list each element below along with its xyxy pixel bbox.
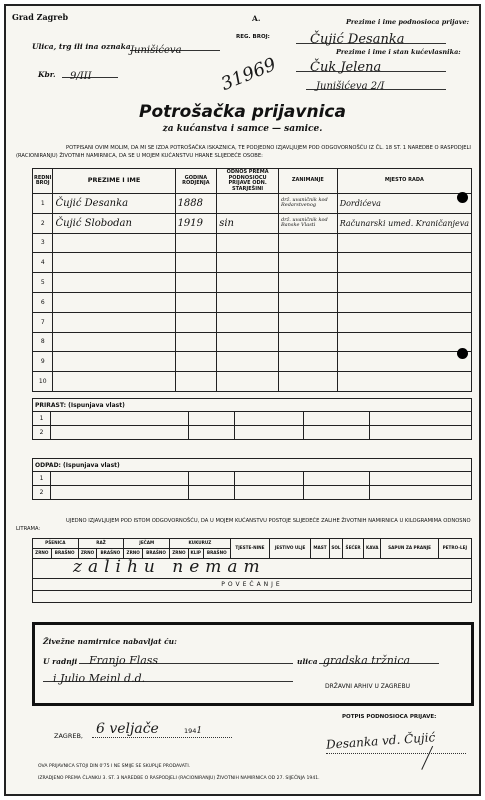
person-row xyxy=(33,352,472,372)
th-occupation: ZANIMANJE xyxy=(279,169,338,194)
shop1-value: Franjo Flass xyxy=(89,654,159,667)
supplies-handwritten: zalihu nemam xyxy=(73,557,266,577)
kbr-label: Kbr. xyxy=(38,70,56,79)
footer-place: ZAGREB, xyxy=(54,732,83,740)
punch-hole-top xyxy=(457,192,468,203)
purchase-heading: Živežne namirnice nabavljat ću: xyxy=(43,637,177,646)
prirast-row-2: 2 xyxy=(33,426,51,440)
group-raz: RAŽ xyxy=(78,539,124,549)
stamp-number: 31969 xyxy=(218,54,280,95)
street-field xyxy=(130,38,220,56)
person-row xyxy=(33,194,472,214)
person-row xyxy=(33,312,472,332)
odpad-row-2: 2 xyxy=(33,486,51,500)
row-num: 1 xyxy=(33,194,53,214)
th-workplace: MJESTO RADA xyxy=(337,169,471,194)
prirast-table xyxy=(32,398,472,440)
occupation xyxy=(279,273,338,293)
relation xyxy=(217,233,279,253)
prirast-row-1: 1 xyxy=(33,412,51,426)
submitter-value: Čujić Desanka xyxy=(310,32,405,47)
row-num: 3 xyxy=(33,233,53,253)
th-name: PREZIME I IME xyxy=(53,169,175,194)
odpad-row-1: 1 xyxy=(33,472,51,486)
person-row xyxy=(33,233,472,253)
person-name xyxy=(53,312,175,332)
birth-year xyxy=(175,372,217,392)
col-tjestenine: TJESTE-NINE xyxy=(230,539,269,559)
group-psenica: PŠENICA xyxy=(33,539,79,549)
th-relation: ODNOS PREMA PODNOSIOCU PRIJAVE ODN. STARJEŠINI xyxy=(217,169,279,194)
workplace xyxy=(337,332,471,352)
workplace xyxy=(337,372,471,392)
workplace: Dordićeva xyxy=(337,194,471,214)
owner-label: Prezime i ime i stan kućevlasnika: xyxy=(336,48,461,56)
occupation: drž. uvaničnik kod Redarstvenog xyxy=(279,194,338,214)
signature: Desanka vd. Čujić xyxy=(325,730,436,752)
owner-value: Čuk Jelena xyxy=(310,60,382,75)
workplace xyxy=(337,233,471,253)
purchase-street: gradska tržnica xyxy=(323,654,411,667)
sub-brasno: BRAŠNO xyxy=(203,549,230,559)
shop2-value: i Julio Meinl d.d. xyxy=(53,672,146,685)
footer-year: 194 xyxy=(183,727,197,735)
kbr-field xyxy=(62,64,118,82)
signature-label: POTPIS PODNOSIOCA PRIJAVE: xyxy=(342,714,437,720)
owner-field xyxy=(296,56,446,75)
street-label: Ulica, trg ili ina oznaka xyxy=(32,42,131,51)
birth-year xyxy=(175,253,217,273)
person-name xyxy=(53,273,175,293)
application-form xyxy=(4,4,481,796)
person-name xyxy=(53,352,175,372)
person-name xyxy=(53,372,175,392)
sub-zrno: ZRNO xyxy=(33,549,52,559)
sub-zrno: ZRNO xyxy=(78,549,97,559)
street-purchase-field xyxy=(319,649,439,667)
person-name: Čujić Slobodan xyxy=(53,213,175,233)
form-title: Potrošačka prijavnica xyxy=(139,102,346,122)
person-name xyxy=(53,253,175,273)
submitter-label: Prezime i ime podnosioca prijave: xyxy=(346,18,470,26)
supplies-entry-row xyxy=(33,559,472,579)
footer-note-2: IZRADJENO PREMA ČLANKU 3. ST. 3 NAREDBE O RASPODJELI (RACIONIRANJU) ŽIVOTNIH NAMIRNICA OD 27. SIJEČNJA 1941. xyxy=(38,776,320,781)
relation xyxy=(217,253,279,273)
relation xyxy=(217,194,279,214)
occupation xyxy=(279,312,338,332)
row-num: 9 xyxy=(33,352,53,372)
birth-year xyxy=(175,332,217,352)
povecanje-label: POVEĆANJE xyxy=(33,579,472,591)
household-table xyxy=(32,168,472,392)
date-field xyxy=(92,718,232,738)
birth-year xyxy=(175,352,217,372)
row-num: 7 xyxy=(33,312,53,332)
sub-brasno: BRAŠNO xyxy=(97,549,124,559)
odpad-table xyxy=(32,458,472,500)
sub-brasno: BRAŠNO xyxy=(143,549,170,559)
letter-a: A. xyxy=(252,14,261,23)
row-num: 6 xyxy=(33,292,53,312)
sub-zrno: ZRNO xyxy=(170,549,189,559)
kbr-value: 9/III xyxy=(70,71,92,82)
supplies-table xyxy=(32,538,472,603)
birth-year: 1919 xyxy=(175,213,217,233)
col-kava: KAVA xyxy=(364,539,381,559)
person-rows xyxy=(33,194,472,392)
city-label: Grad Zagreb xyxy=(12,12,69,22)
birth-year xyxy=(175,273,217,293)
row-num: 8 xyxy=(33,332,53,352)
row-num: 4 xyxy=(33,253,53,273)
footer-note-1: OVA PRIJAVNICA STOJI DIN 0'75 I NE SMIJE SE SKUPLJE PRODAVATI. xyxy=(38,764,191,769)
person-name xyxy=(53,233,175,253)
birth-year xyxy=(175,312,217,332)
occupation xyxy=(279,233,338,253)
occupation xyxy=(279,372,338,392)
workplace xyxy=(337,312,471,332)
shop-label: U radnji xyxy=(43,657,78,666)
workplace: Računarski umed. Kraničanjeva xyxy=(337,213,471,233)
relation xyxy=(217,312,279,332)
col-mast: MAST xyxy=(311,539,330,559)
person-name xyxy=(53,292,175,312)
odpad-label: ODPAD: (Ispunjava vlast) xyxy=(33,459,472,472)
relation xyxy=(217,372,279,392)
relation xyxy=(217,292,279,312)
birth-year xyxy=(175,292,217,312)
person-row xyxy=(33,253,472,273)
th-num: REDNI BROJ xyxy=(33,169,53,194)
th-year: GODINA RODJENJA xyxy=(175,169,217,194)
workplace xyxy=(337,253,471,273)
punch-hole-bottom xyxy=(457,348,468,359)
person-row xyxy=(33,372,472,392)
occupation xyxy=(279,352,338,372)
person-row xyxy=(33,213,472,233)
occupation: drž. uvaničnik kod Banske Vlasti xyxy=(279,213,338,233)
sub-zrno: ZRNO xyxy=(124,549,143,559)
sub-klip: KLIP xyxy=(188,549,203,559)
row-num: 10 xyxy=(33,372,53,392)
archive-stamp: DRŽAVNI ARHIV U ZAGREBU xyxy=(325,683,410,690)
person-row xyxy=(33,292,472,312)
birth-year xyxy=(175,233,217,253)
group-jecam: JEČAM xyxy=(124,539,170,549)
purchase-box xyxy=(32,622,474,706)
col-sapun: SAPUN ZA PRANJE xyxy=(381,539,438,559)
submitter-field xyxy=(296,28,446,47)
intro-text: POTPISANI OVIM MOLIM, DA MI SE IZDA POTROŠAČKA ISKAZNICA, TE PODJEDNO IZJAVLJUJEM POD ODGOVORNOŠĆU IZ ČL. 18 ST. 1 NAREDBE O RASPODJELI (RACIONIRANJU) ŽIVOTNIH NAMIRNICA, DA SE U MOJEM KUĆANSTVU HRANE SLIJEDEĆE OSOBE: xyxy=(16,145,471,159)
col-sol: SOL xyxy=(329,539,342,559)
prirast-label: PRIRAST: (Ispunjava vlast) xyxy=(33,399,472,412)
footer-date: 6 veljače xyxy=(96,721,159,737)
street-value: Junišićeva xyxy=(130,45,182,56)
reg-label: REG. BROJ: xyxy=(236,34,270,40)
owner-address: Junišićeva 2/I xyxy=(316,81,385,92)
relation xyxy=(217,332,279,352)
signature-field xyxy=(326,728,466,754)
row-num: 5 xyxy=(33,273,53,293)
col-secer: ŠEĆER xyxy=(343,539,364,559)
workplace xyxy=(337,292,471,312)
shop1-field xyxy=(79,649,293,667)
birth-year: 1888 xyxy=(175,194,217,214)
person-name xyxy=(53,332,175,352)
occupation xyxy=(279,292,338,312)
workplace xyxy=(337,352,471,372)
col-petrolej: PETRO-LEJ xyxy=(438,539,471,559)
col-ulje: JESTIVO ULJE xyxy=(270,539,311,559)
relation: sin xyxy=(217,213,279,233)
relation xyxy=(217,352,279,372)
person-row xyxy=(33,332,472,352)
group-kukuruz: KUKURUZ xyxy=(170,539,231,549)
ulica-label: ulica xyxy=(297,657,318,666)
workplace xyxy=(337,273,471,293)
occupation xyxy=(279,253,338,273)
sub-brasno: BRAŠNO xyxy=(51,549,78,559)
occupation xyxy=(279,332,338,352)
relation xyxy=(217,273,279,293)
person-row xyxy=(33,273,472,293)
row-num: 2 xyxy=(33,213,53,233)
owner-address-field xyxy=(306,74,446,90)
person-name: Čujić Desanka xyxy=(53,194,175,214)
supplies-intro: UJEDNO IZJAVLJUJEM POD ISTOM ODGOVORNOŠĆU, DA U MOJEM KUĆANSTVU POSTOJE SLIJEDEĆE ZALIHE ŽIVOTNIH NAMIRNICA U KILOGRAMIMA ODNOSNO LITRAMA: xyxy=(16,518,471,532)
footer-year-suffix: 1 xyxy=(196,726,203,736)
shop2-field xyxy=(43,667,293,685)
form-subtitle: za kućanstva i samce — samice. xyxy=(162,124,323,134)
